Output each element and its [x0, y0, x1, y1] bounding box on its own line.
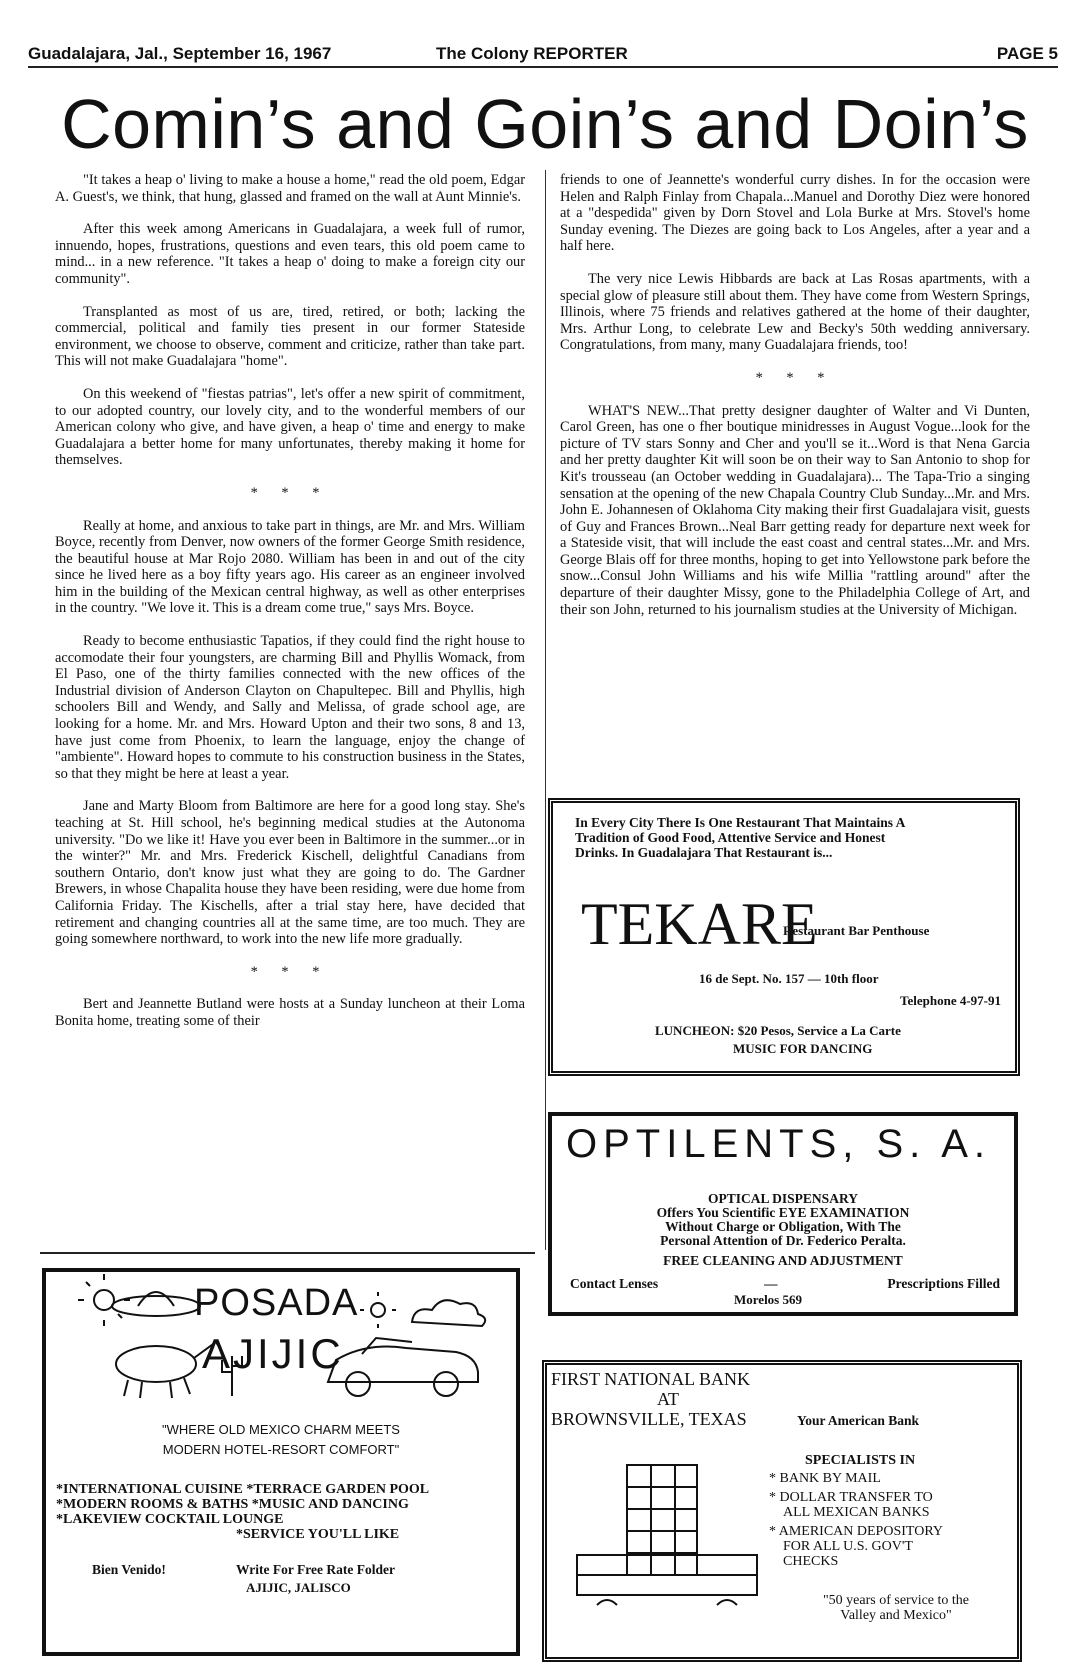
optilents-line: FREE CLEANING AND ADJUSTMENT: [663, 1253, 903, 1268]
article-paragraph: Jane and Marty Bloom from Baltimore are here for a good long stay. She's teaching at St. Hill school, he's beginning medical studies at the Autonoma university. "Do we like it! Have you ever been in Baltimore in the summer...or in the winter?" Mr. and Mrs. Frederick Kischell, delightful Canadians from southern Ontario, don't know just what they are going to do. The Gardner Brewers, in whose Chapalita house they have been residing, were due home from California Friday. The Kischells, after a trial stay here, have decided that retirement and changing countries all at the same time, are too much. They are going somewhere northward, to work into the new life more gradually.: [55, 798, 525, 948]
posada-feature: *INTERNATIONAL CUISINE *TERRACE GARDEN POOL: [56, 1482, 430, 1497]
optilents-line: Without Charge or Obligation, With The: [665, 1219, 901, 1234]
tekare-name: TEKARE: [581, 891, 818, 957]
optilents-line: OPTICAL DISPENSARY: [708, 1191, 858, 1206]
article-paragraph: Really at home, and anxious to take part in things, are Mr. and Mrs. William Boyce, recently from Denver, now owners of the former George Smith residence, the beautiful house at Mar Rojo 2080. William has been in and out of the city since he lived here as a boy fifty years ago. His career as an engineer involved him in the building of the Mexican central highway, as well as other enterprises in the country. "We love it. This is a dream come true," says Mrs. Boyce.: [55, 517, 525, 617]
sun-small-icon: [360, 1292, 396, 1328]
article-paragraph: friends to one of Jeannette's wonderful curry dishes. In for the occasion were Helen and Ralph Finlay from Chapala...Manuel and Dorothy Diez were honored at a "despedida" given by Dorn Stovel and Lola Burke at Mrs. Stovel's home Sunday evening. The Diezes are going back to Los Angeles, after a year and a half here.: [560, 172, 1030, 255]
optilents-ad: [548, 1112, 1018, 1316]
optilents-dash: —: [764, 1276, 778, 1291]
posada-tagline: MODERN HOTEL-RESORT COMFORT": [162, 1442, 400, 1457]
article-paragraph: WHAT'S NEW...That pretty designer daughter of Walter and Vi Dunten, Carol Green, has one o fher boutique minidresses in August Vogue...look for the picture of TV stars Sonny and Cher and you'll se it...Word is that Nena Garcia and her pretty daughter Kit will soon be on their way to San Antonio to shop for Kit's trousseau (an October wedding in Guadalajara)... The Tapa-Trio a singing sensation at the opening of the new Chapala Country Club Sunday...Mr. and Mrs. John E. Johannesen of Oklahoma City making their first Guadalajara visit, guests of Guy and Frances Brown...Neal Barr getting ready for departure next week for a Stateside visit, that will include the east coast and central states...Mr. and Mrs. George Blais off for three months, hoping to get into Yellowstone park before the snow...Consul John Williams and his wife Millia "rattling around" after the departure of their daughter Missy, gone to the Philadelphia College of Art, and their son John, returned to his journalism studies at the University of Michigan.: [560, 402, 1030, 618]
column-divider: [545, 170, 546, 1250]
article-paragraph: Ready to become enthusiastic Tapatios, if they could find the right house to accomodate their four youngsters, are charming Bill and Phyllis Womack, from El Paso, one of the thirty families connected with the new offices of the Industrial division of Anderson Clayton on Chapultepec. Bill and Phyllis, high schoolers Bill and Wendy, and Sally and Melissa, of grade school age, are looking for a home. Mr. and Mrs. Howard Upton and their two sons, 8 and 13, have just come from Phoenix, to learn the language, enjoy the change of "ambiente". Howard hopes to commute to his construction business in the States, so that they might be here at least a year.: [55, 633, 525, 782]
masthead-page: PAGE 5: [996, 44, 1058, 63]
bank-name-line: FIRST NATIONAL BANK: [551, 1369, 751, 1389]
first-national-bank-ad: [542, 1360, 1022, 1662]
bank-service: * BANK BY MAIL: [769, 1471, 881, 1486]
posada-ajijic-ad: [42, 1268, 520, 1656]
left-column: [55, 172, 525, 1030]
article-paragraph: Bert and Jeannette Butland were hosts at a Sunday luncheon at their Loma Bonita home, treating some of their: [55, 996, 525, 1029]
optilents-name: OPTILENTS, S. A.: [566, 1122, 991, 1166]
article-paragraph: "It takes a heap o' living to make a house a home," read the old poem, Edgar A. Guest's, we think, that hung, glassed and framed on the wall at Aunt Minnie's.: [55, 172, 525, 205]
posada-write: Write For Free Rate Folder: [236, 1562, 395, 1577]
masthead-date: Guadalajara, Jal., September 16, 1967: [28, 44, 332, 63]
optilents-line: Personal Attention of Dr. Federico Peralta.: [660, 1233, 906, 1248]
optilents-line: Offers You Scientific EYE EXAMINATION: [656, 1205, 910, 1220]
posada-tagline: "WHERE OLD MEXICO CHARM MEETS: [162, 1422, 400, 1437]
bank-name-line: BROWNSVILLE, TEXAS: [551, 1409, 747, 1429]
bank-service: * AMERICAN DEPOSITORY: [769, 1524, 943, 1539]
posada-feature: *MODERN ROOMS & BATHS *MUSIC AND DANCING: [56, 1497, 409, 1512]
tekare-intro: In Every City There Is One Restaurant That Maintains A Tradition of Good Food, Attentive Service and Honest Drinks. In Guadalajara That Restaurant is...: [575, 815, 905, 860]
bank-specialists: SPECIALISTS IN: [805, 1453, 916, 1468]
optilents-address: Morelos 569: [734, 1292, 802, 1307]
posada-welcome: Bien Venido!: [92, 1562, 166, 1577]
optilents-prescriptions: Prescriptions Filled: [887, 1276, 1000, 1291]
posada-place: AJIJIC, JALISCO: [246, 1580, 351, 1595]
headline: Comin’s and Goin’s and Doin’s: [61, 85, 1029, 163]
optilents-contact: Contact Lenses: [570, 1276, 659, 1291]
section-separator: * * *: [250, 963, 330, 980]
right-column: [560, 172, 1030, 634]
bank-service: ALL MEXICAN BANKS: [783, 1505, 930, 1520]
masthead: [28, 42, 1058, 68]
article-paragraph: After this week among Americans in Guadalajara, a week full of rumor, innuendo, hopes, frustrations, questions and even tears, this old poem came to mind... in a new reference. "It takes a heap o' doing to make a foreign city our community".: [55, 221, 525, 287]
bank-building-illustration: [567, 1455, 767, 1625]
section-separator: * * *: [755, 369, 835, 386]
left-column-bottom-rule: [40, 1252, 535, 1254]
section-separator: * * *: [250, 484, 330, 501]
posada-name-ajijic: AJIJIC: [202, 1330, 344, 1377]
bank-service: FOR ALL U.S. GOV'T: [783, 1539, 913, 1554]
bank-service: * DOLLAR TRANSFER TO: [769, 1490, 933, 1505]
article-paragraph: Transplanted as most of us are, tired, retired, or both; lacking the commercial, political and family ties present in our former Stateside environment, we choose to observe, comment and criticize, rather than take part. This will not make Guadalajara "home".: [55, 303, 525, 370]
tekare-address: 16 de Sept. No. 157 — 10th floor: [699, 971, 879, 986]
car-icon: [328, 1338, 478, 1396]
masthead-paper-name: The Colony REPORTER: [436, 44, 628, 63]
tekare-luncheon: LUNCHEON: $20 Pesos, Service a La Carte: [655, 1023, 901, 1038]
tekare-music: MUSIC FOR DANCING: [733, 1041, 873, 1056]
posada-feature: *SERVICE YOU'LL LIKE: [236, 1527, 400, 1542]
cloud-icon: [412, 1300, 485, 1326]
tekare-subtitle: Restaurant Bar Penthouse: [783, 923, 930, 938]
bank-tagline: Your American Bank: [797, 1413, 920, 1428]
posada-name: POSADA: [194, 1282, 359, 1324]
tekare-phone: Telephone 4-97-91: [900, 993, 1001, 1008]
bank-quote: "50 years of service to the: [822, 1593, 970, 1608]
tekare-ad: [548, 798, 1020, 1076]
article-paragraph: On this weekend of "fiestas patrias", let's offer a new spirit of commitment, to our adopted country, our lovely city, and to the wonderful members of our American colony who give, and have given, a heap o' time and energy to make Guadalajara a better home for many unfortunates, thereby making it home for themselves.: [55, 385, 525, 469]
bank-name-line: AT: [657, 1389, 679, 1409]
article-paragraph: The very nice Lewis Hibbards are back at Las Rosas apartments, with a special glow of pleasure still about them. They have come from Western Springs, Illinois, where 75 friends and relatives gathered at the home of their daughter, Mrs. Arthur Long, to celebrate Lew and Becky's 50th wedding anniversary. Congratulations, from many, many Guadalajara friends, too!: [560, 270, 1030, 354]
bank-quote: Valley and Mexico": [840, 1608, 952, 1623]
bank-service: CHECKS: [783, 1554, 839, 1569]
posada-feature: *LAKEVIEW COCKTAIL LOUNGE: [56, 1512, 284, 1527]
